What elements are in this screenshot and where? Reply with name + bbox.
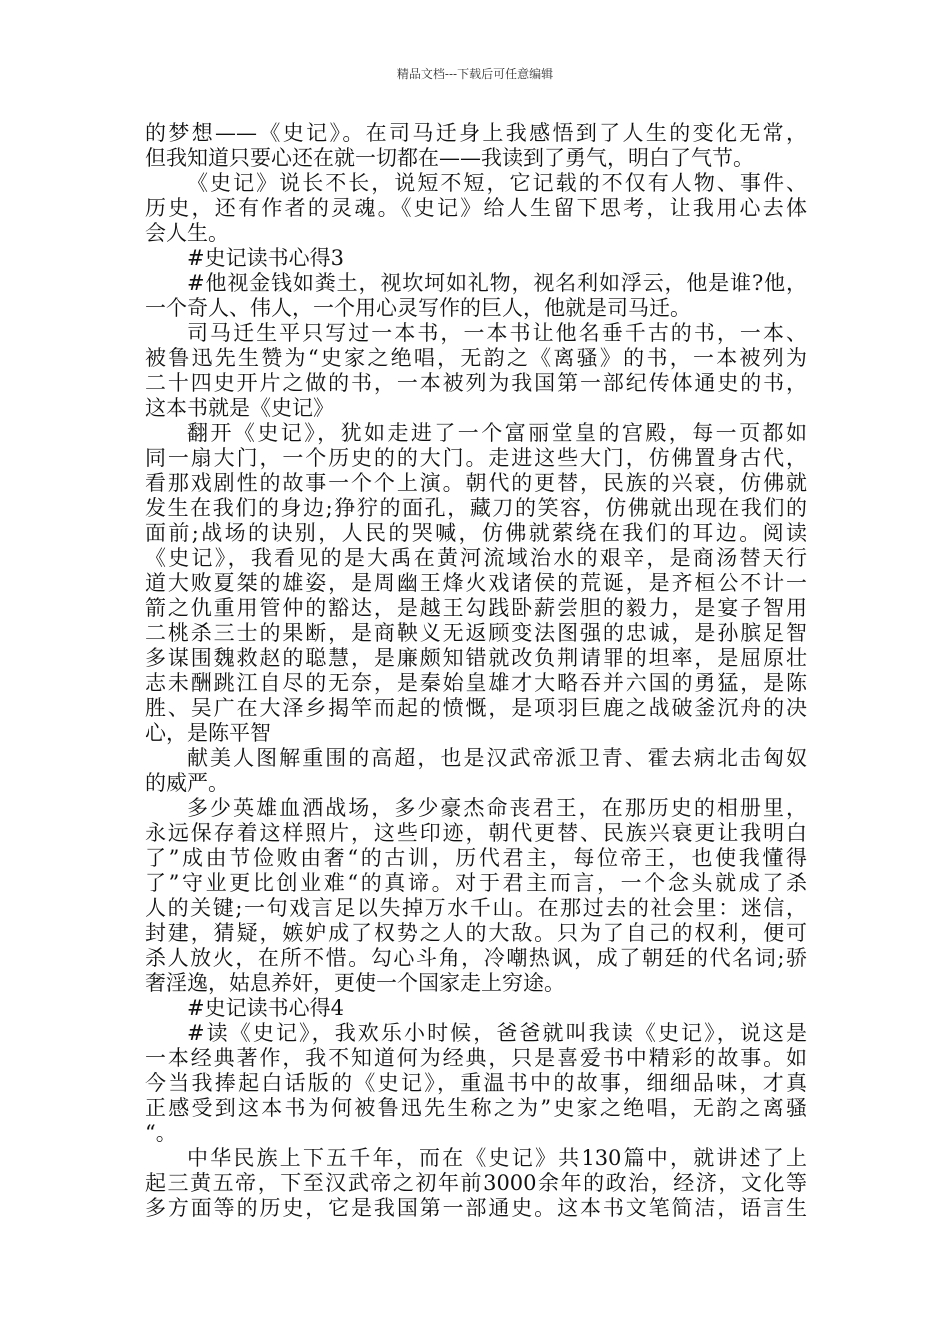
text-line: 多方面等的历史，它是我国第一部通史。这本书文笔简洁，语言生 bbox=[145, 1196, 807, 1220]
text-line: 司马迁生平只写过一本书，一本书让他名垂千古的书，一本、 bbox=[187, 321, 807, 345]
text-line: 多少英雄血洒战场，多少豪杰命丧君王，在那历史的相册里， bbox=[187, 796, 807, 820]
text-line: 心，是陈平智 bbox=[145, 721, 271, 745]
text-line: 发生在我们的身边;狰狞的面孔，藏刀的笑容，仿佛就出现在我们的 bbox=[145, 496, 807, 520]
text-line: 被鲁迅先生赞为“史家之绝唱，无韵之《离骚》的书，一本被列为 bbox=[145, 346, 807, 370]
text-line: 二桃杀三士的果断，是商鞅义无返顾变法图强的忠诚，是孙膑足智 bbox=[145, 621, 807, 645]
text-line: 人的关键;一句戏言足以失掉万水千山。在那过去的社会里：迷信， bbox=[145, 896, 807, 920]
text-line: 的梦想——《史记》。在司马迁身上我感悟到了人生的变化无常， bbox=[145, 121, 807, 145]
text-line: #史记读书心得4 bbox=[187, 996, 344, 1020]
text-line: 二十四史开片之做的书，一本被列为我国第一部纪传体通史的书， bbox=[145, 371, 807, 395]
text-line: 这本书就是《史记》 bbox=[145, 396, 334, 420]
text-line: 一本经典著作，我不知道何为经典，只是喜爱书中精彩的故事。如 bbox=[145, 1046, 807, 1070]
text-line: 会人生。 bbox=[145, 221, 229, 245]
text-line: #读《史记》，我欢乐小时候，爸爸就叫我读《史记》，说这是 bbox=[187, 1021, 807, 1045]
text-line: 历史，还有作者的灵魂。《史记》给人生留下思考，让我用心去体 bbox=[145, 196, 807, 220]
text-line: 胜、吴广在大泽乡揭竿而起的愤慨，是项羽巨鹿之战破釜沉舟的决 bbox=[145, 696, 807, 720]
text-line: 正感受到这本书为何被鲁迅先生称之为”史家之绝唱，无韵之离骚 bbox=[145, 1096, 807, 1120]
page-header: 精品文档---下载后可任意编辑 bbox=[396, 67, 554, 81]
text-line: 箭之仇重用管仲的豁达，是越王勾践卧薪尝胆的毅力，是宴子智用 bbox=[145, 596, 807, 620]
text-line: 奢淫逸，姑息养奸，更使一个国家走上穷途。 bbox=[145, 971, 565, 995]
text-line: 志未酬跳江自尽的无奈，是秦始皇雄才大略吞并六国的勇猛，是陈 bbox=[145, 671, 807, 695]
text-line: 今当我捧起白话版的《史记》，重温书中的故事，细细品味，才真 bbox=[145, 1071, 807, 1095]
text-line: #史记读书心得3 bbox=[187, 246, 344, 270]
text-line: 翻开《史记》，犹如走进了一个富丽堂皇的宫殿，每一页都如 bbox=[187, 421, 807, 445]
document-body bbox=[145, 121, 807, 1221]
text-line: 中华民族上下五千年，而在《史记》共130篇中，就讲述了上 bbox=[187, 1146, 807, 1170]
text-line: 道大败夏桀的雄姿，是周幽王烽火戏诸侯的荒诞，是齐桓公不计一 bbox=[145, 571, 807, 595]
text-line: 看那戏剧性的故事一个个上演。朝代的更替，民族的兴衰，仿佛就 bbox=[145, 471, 807, 495]
text-line: 同一扇大门，一个历史的的大门。走进这些大门，仿佛置身古代， bbox=[145, 446, 807, 470]
text-line: 献美人图解重围的高超，也是汉武帝派卫青、霍去病北击匈奴 bbox=[187, 746, 807, 770]
text-line: 了”守业更比创业难“的真谛。对于君主而言，一个念头就成了杀 bbox=[145, 871, 807, 895]
text-line: 起三黄五帝，下至汉武帝之初年前3000余年的政治，经济，文化等 bbox=[145, 1171, 807, 1195]
text-line: 了”成由节俭败由奢“的古训，历代君主，每位帝王，也使我懂得 bbox=[145, 846, 807, 870]
text-line: “。 bbox=[145, 1121, 177, 1145]
text-line: 但我知道只要心还在就一切都在——我读到了勇气，明白了气节。 bbox=[145, 146, 754, 170]
text-line: 《史记》，我看见的是大禹在黄河流域治水的艰辛，是商汤替天行 bbox=[145, 546, 807, 570]
text-line: 《史记》说长不长，说短不短，它记载的不仅有人物、事件、 bbox=[187, 171, 807, 195]
text-line: 永远保存着这样照片，这些印迹，朝代更替、民族兴衰更让我明白 bbox=[145, 821, 807, 845]
text-line: 多谋围魏救赵的聪慧，是廉颇知错就改负荆请罪的坦率，是屈原壮 bbox=[145, 646, 807, 670]
text-line: 一个奇人、伟人，一个用心灵写作的巨人，他就是司马迁。 bbox=[145, 296, 691, 320]
text-line: 封建，猜疑，嫉妒成了权势之人的大敌。只为了自己的权利，便可 bbox=[145, 921, 807, 945]
text-line: 的威严。 bbox=[145, 771, 229, 795]
text-line: 面前;战场的诀别，人民的哭喊，仿佛就萦绕在我们的耳边。阅读 bbox=[145, 521, 807, 545]
text-line: #他视金钱如粪土，视坎坷如礼物，视名利如浮云，他是谁?他， bbox=[187, 271, 807, 295]
text-line: 杀人放火，在所不惜。勾心斗角，冷嘲热讽，成了朝廷的代名词;骄 bbox=[145, 946, 807, 970]
